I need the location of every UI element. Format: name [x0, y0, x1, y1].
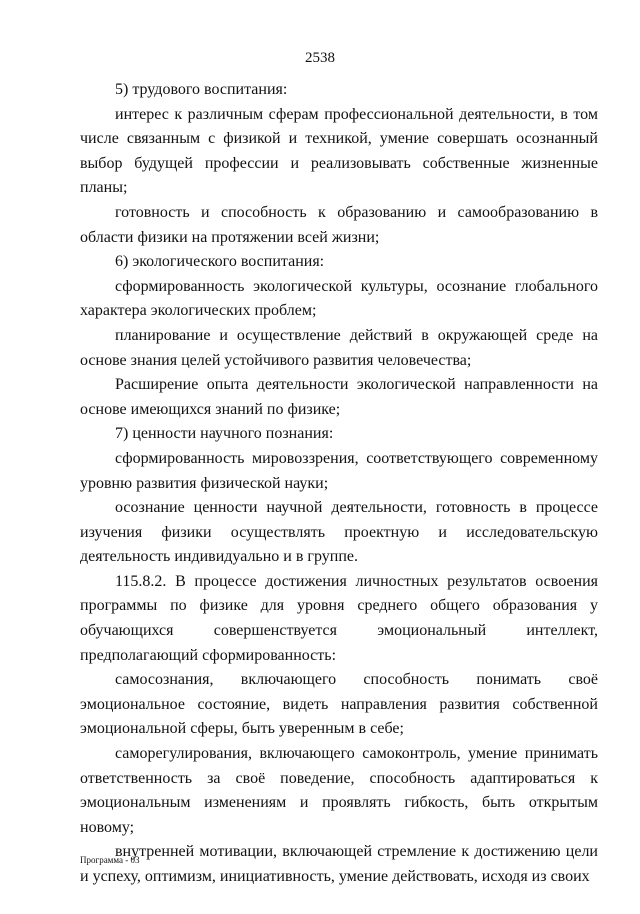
paragraph: 115.8.2. В процессе достижения личностных результатов освоения программы по физике для уровня среднего общего образования у обучающихся совершенствуется эмоциональный интеллект, предполагающий сформированность: — [80, 572, 598, 664]
paragraph: осознание ценности научной деятельности, готовность в процессе изучения физики осуществлять проектную и исследовательскую деятельность индивидуально и в группе. — [80, 499, 598, 566]
paragraph: сформированность экологической культуры, осознание глобального характера экологических проблем; — [80, 277, 598, 320]
footer-label: Программа - 03 — [80, 855, 140, 865]
page-number: 2538 — [305, 50, 335, 66]
section-heading-science: 7) ценности научного познания: — [115, 425, 334, 443]
paragraph: интерес к различным сферам профессиональной деятельности, в том числе связанным с физикой и техникой, умение совершать осознанный выбор будущей профессии и реализовывать собственные жизненные планы; — [80, 105, 598, 197]
section-heading-labor: 5) трудового воспитания: — [115, 81, 288, 98]
body-text — [80, 78, 598, 890]
paragraph: готовность и способность к образованию и самообразованию в области физики на протяжении всей жизни; — [80, 203, 598, 246]
paragraph: самосознания, включающего способность понимать своё эмоциональное состояние, видеть направления развития собственной эмоциональной сферы, быть уверенным в себе; — [80, 671, 598, 738]
paragraph: внутренней мотивации, включающей стремление к достижению цели и успеху, оптимизм, инициативность, умение действовать, исходя из своих — [80, 843, 598, 885]
paragraph: сформированность мировоззрения, соответствующего современному уровню развития физической науки; — [80, 449, 598, 492]
paragraph: саморегулирования, включающего самоконтроль, умение принимать ответственность за своё поведение, способность адаптироваться к эмоциональным изменениям и проявлять гибкость, быть открытым новому; — [80, 745, 598, 836]
paragraph: Расширение опыта деятельности экологической направленности на основе имеющихся знаний по физике; — [80, 376, 598, 418]
section-heading-ecology: 6) экологического воспитания: — [115, 253, 325, 271]
paragraph: планирование и осуществление действий в окружающей среде на основе знания целей устойчивого развития человечества; — [80, 326, 598, 369]
